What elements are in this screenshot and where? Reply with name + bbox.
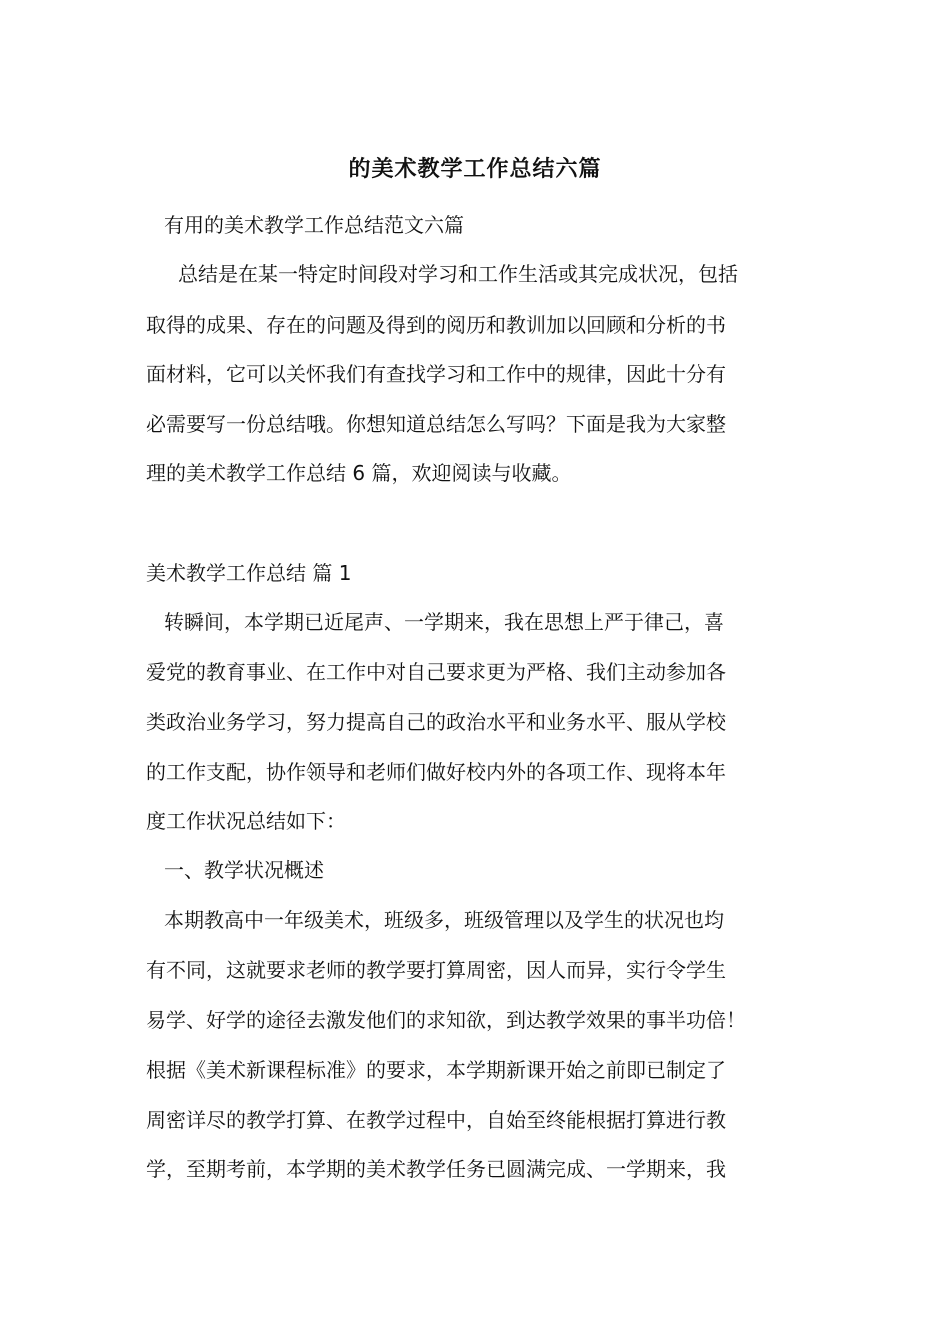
subsection-line: 易学、好学的途径去激发他们的求知欲，到达教学效果的事半功倍！: [146, 1008, 746, 1032]
intro-line: 取得的成果、存在的问题及得到的阅历和教训加以回顾和分析的书: [146, 313, 726, 337]
section-heading: 美术教学工作总结 篇 1: [146, 561, 352, 585]
subsection-line: 本期教高中一年级美术，班级多，班级管理以及学生的状况也均: [164, 908, 724, 932]
intro-line: 面材料，它可以关怀我们有查找学习和工作中的规律，因此十分有: [146, 362, 726, 386]
section-line: 转瞬间，本学期已近尾声、一学期来，我在思想上严于律己，喜: [164, 610, 724, 634]
intro-line: 总结是在某一特定时间段对学习和工作生活或其完成状况，包括: [178, 262, 738, 286]
subsection-line: 有不同，这就要求老师的教学要打算周密，因人而异，实行令学生: [146, 958, 726, 982]
subsection-line: 根据《美术新课程标准》的要求，本学期新课开始之前即已制定了: [146, 1058, 726, 1082]
document-title: 的美术教学工作总结六篇: [348, 157, 602, 182]
section-line: 爱党的教育事业、在工作中对自己要求更为严格、我们主动参加各: [146, 660, 726, 684]
intro-line: 必需要写一份总结哦。你想知道总结怎么写吗？下面是我为大家整: [146, 412, 726, 436]
subsection-line: 周密详尽的教学打算、在教学过程中，自始至终能根据打算进行教: [146, 1108, 726, 1132]
subsection-line: 学，至期考前，本学期的美术教学任务已圆满完成、一学期来，我: [146, 1157, 726, 1181]
intro-line: 理的美术教学工作总结 6 篇，欢迎阅读与收藏。: [146, 461, 572, 485]
section-line: 的工作支配，协作领导和老师们做好校内外的各项工作、现将本年: [146, 760, 726, 784]
section-line: 度工作状况总结如下：: [146, 809, 346, 833]
document-subtitle: 有用的美术教学工作总结范文六篇: [164, 213, 464, 237]
subsection-heading: 一、教学状况概述: [164, 858, 324, 882]
section-line: 类政治业务学习，努力提高自己的政治水平和业务水平、服从学校: [146, 710, 726, 734]
